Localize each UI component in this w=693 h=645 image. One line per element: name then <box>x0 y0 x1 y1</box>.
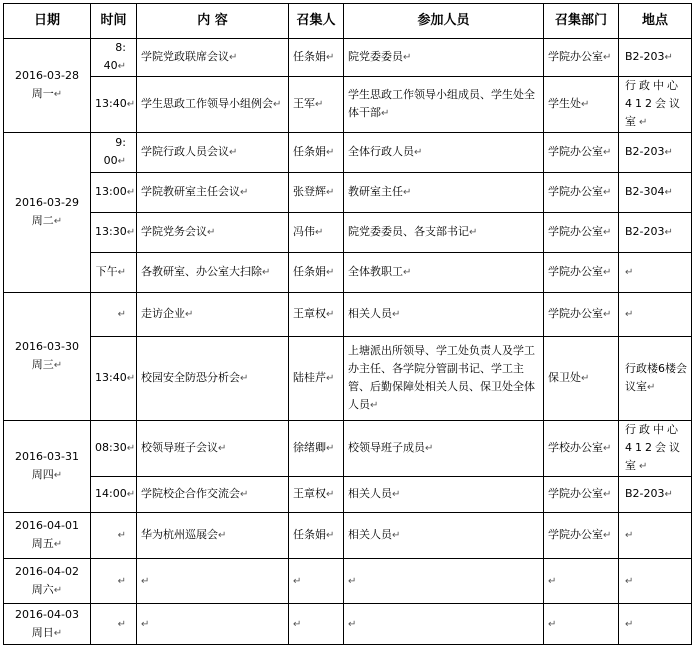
participants-cell: 上塘派出所领导、学工处负责人及学工办主任、各学院分管副书记、学工主管、后勤保障处相关人员、保卫处全体人员 ↵ <box>344 337 544 421</box>
date-cell <box>4 421 91 513</box>
weekday-value: 周五 <box>31 537 54 550</box>
participants-cell: 相关人员 ↵ <box>344 293 544 337</box>
convener-cell: 王军 ↵ <box>289 77 344 133</box>
weekday-value: 周六 <box>31 582 54 596</box>
date-cell <box>4 559 91 604</box>
participants-cell: 院党委委员、各支部书记 ↵ <box>344 213 544 253</box>
time-cell: 08:30 ↵ <box>91 421 137 477</box>
participants-cell: 全体行政人员 ↵ <box>344 133 544 173</box>
header-convener: 召集人 <box>289 4 344 39</box>
location-cell <box>619 293 692 337</box>
location-cell: 行政中心412会议室 ↵ <box>619 77 692 133</box>
dept-cell: 学院办公室 ↵ <box>544 213 619 253</box>
table-row <box>4 293 692 337</box>
participants-cell: 相关人员 ↵ <box>344 513 544 559</box>
date-value: 2016-03-29 <box>15 196 79 209</box>
time-cell: 13:30 ↵ <box>91 213 137 253</box>
time-cell: 13:40 ↵ <box>91 337 137 421</box>
weekday-value: 周一 <box>31 87 54 100</box>
time-cell: 13:00 ↵ <box>91 173 137 213</box>
table-row <box>4 133 692 173</box>
location-cell: B2-203 ↵ <box>619 39 692 77</box>
convener-cell: 任条娟 ↵ <box>289 39 344 77</box>
dept-cell: 学院办公室 ↵ <box>544 477 619 513</box>
time-cell <box>91 293 137 337</box>
header-participants: 参加人员 <box>344 4 544 39</box>
dept-cell: 学院办公室 ↵ <box>544 253 619 293</box>
table-row <box>4 337 692 421</box>
participants-cell: 校领导班子成员 ↵ <box>344 421 544 477</box>
dept-cell: 学校办公室 ↵ <box>544 421 619 477</box>
date-value: 2016-03-31 <box>15 450 79 463</box>
date-cell <box>4 604 91 645</box>
time-cell: 14:00 ↵ <box>91 477 137 513</box>
dept-cell: 保卫处 ↵ <box>544 337 619 421</box>
convener-cell: 张登辉 ↵ <box>289 173 344 213</box>
weekday-value: 周三 <box>31 358 54 371</box>
content-cell: 校领导班子会议 ↵ <box>137 421 289 477</box>
location-cell <box>619 513 692 559</box>
table-row <box>4 39 692 77</box>
weekday-value: 周四 <box>31 468 54 481</box>
table-row <box>4 253 692 293</box>
content-cell: 各教研室、办公室大扫除 ↵ <box>137 253 289 293</box>
location-cell: B2-203 ↵ <box>619 477 692 513</box>
header-dept: 召集部门 <box>544 4 619 39</box>
time-cell: 9: 00 ↵ <box>91 133 137 173</box>
schedule-table <box>3 3 692 645</box>
content-cell <box>137 604 289 645</box>
convener-cell <box>289 604 344 645</box>
dept-cell: 学院办公室 ↵ <box>544 133 619 173</box>
time-cell: 下午 ↵ <box>91 253 137 293</box>
content-cell: 走访企业 ↵ <box>137 293 289 337</box>
content-cell: 学院教研室主任会议 ↵ <box>137 173 289 213</box>
time-cell <box>91 604 137 645</box>
participants-cell <box>344 604 544 645</box>
participants-cell: 学生思政工作领导小组成员、学生处全体干部 ↵ <box>344 77 544 133</box>
table-row <box>4 513 692 559</box>
dept-cell: 学生处 ↵ <box>544 77 619 133</box>
weekday-value: 周日 <box>31 625 54 639</box>
date-value: 2016-03-30 <box>15 340 79 353</box>
dept-cell <box>544 559 619 604</box>
date-value: 2016-04-01 <box>15 519 79 532</box>
table-row <box>4 173 692 213</box>
convener-cell: 任条娟 ↵ <box>289 513 344 559</box>
header-content: 内 容 <box>137 4 289 39</box>
content-cell: 学院党政联席会议 ↵ <box>137 39 289 77</box>
dept-cell <box>544 604 619 645</box>
participants-cell: 相关人员 ↵ <box>344 477 544 513</box>
header-time: 时间 <box>91 4 137 39</box>
dept-cell: 学院办公室 ↵ <box>544 293 619 337</box>
content-cell: 学院行政人员会议 ↵ <box>137 133 289 173</box>
date-cell <box>4 513 91 559</box>
content-cell: 学生思政工作领导小组例会 ↵ <box>137 77 289 133</box>
location-cell <box>619 604 692 645</box>
table-row <box>4 477 692 513</box>
location-cell <box>619 559 692 604</box>
location-cell: 行政中心412会议室 ↵ <box>619 421 692 477</box>
dept-cell: 学院办公室 ↵ <box>544 173 619 213</box>
convener-cell: 徐绪卿 ↵ <box>289 421 344 477</box>
table-row <box>4 213 692 253</box>
location-cell <box>619 253 692 293</box>
table-row <box>4 77 692 133</box>
location-cell: B2-203 ↵ <box>619 213 692 253</box>
convener-cell: 任条娟 ↵ <box>289 133 344 173</box>
convener-cell: 任条娟 ↵ <box>289 253 344 293</box>
content-cell: 华为杭州巡展会 ↵ <box>137 513 289 559</box>
content-cell: 学院党务会议 ↵ <box>137 213 289 253</box>
date-value: 2016-03-28 <box>15 69 79 82</box>
content-cell: 学院校企合作交流会 ↵ <box>137 477 289 513</box>
location-cell: B2-203 ↵ <box>619 133 692 173</box>
participants-cell: 教研室主任 ↵ <box>344 173 544 213</box>
header-date: 日期 <box>4 4 91 39</box>
content-cell <box>137 559 289 604</box>
date-value: 2016-04-03 <box>15 607 79 621</box>
convener-cell: 王章权 ↵ <box>289 477 344 513</box>
convener-cell: 冯伟 ↵ <box>289 213 344 253</box>
time-cell: 13:40 ↵ <box>91 77 137 133</box>
date-cell <box>4 293 91 421</box>
location-cell: 行政楼6楼会议室 ↵ <box>619 337 692 421</box>
date-cell <box>4 133 91 293</box>
participants-cell: 院党委委员 ↵ <box>344 39 544 77</box>
participants-cell <box>344 559 544 604</box>
date-value: 2016-04-02 <box>15 564 79 578</box>
convener-cell <box>289 559 344 604</box>
content-cell: 校园安全防恐分析会 ↵ <box>137 337 289 421</box>
table-row <box>4 421 692 477</box>
weekday-value: 周二 <box>31 214 54 227</box>
dept-cell: 学院办公室 ↵ <box>544 513 619 559</box>
time-cell <box>91 513 137 559</box>
table-row <box>4 559 692 604</box>
convener-cell: 王章权 ↵ <box>289 293 344 337</box>
table-row <box>4 604 692 645</box>
header-location: 地点 <box>619 4 692 39</box>
date-cell <box>4 39 91 133</box>
participants-cell: 全体教职工 ↵ <box>344 253 544 293</box>
convener-cell: 陆桂芹 ↵ <box>289 337 344 421</box>
location-cell: B2-304 ↵ <box>619 173 692 213</box>
dept-cell: 学院办公室 ↵ <box>544 39 619 77</box>
header-row <box>4 4 692 39</box>
time-cell <box>91 559 137 604</box>
time-cell: 8: 40 ↵ <box>91 39 137 77</box>
